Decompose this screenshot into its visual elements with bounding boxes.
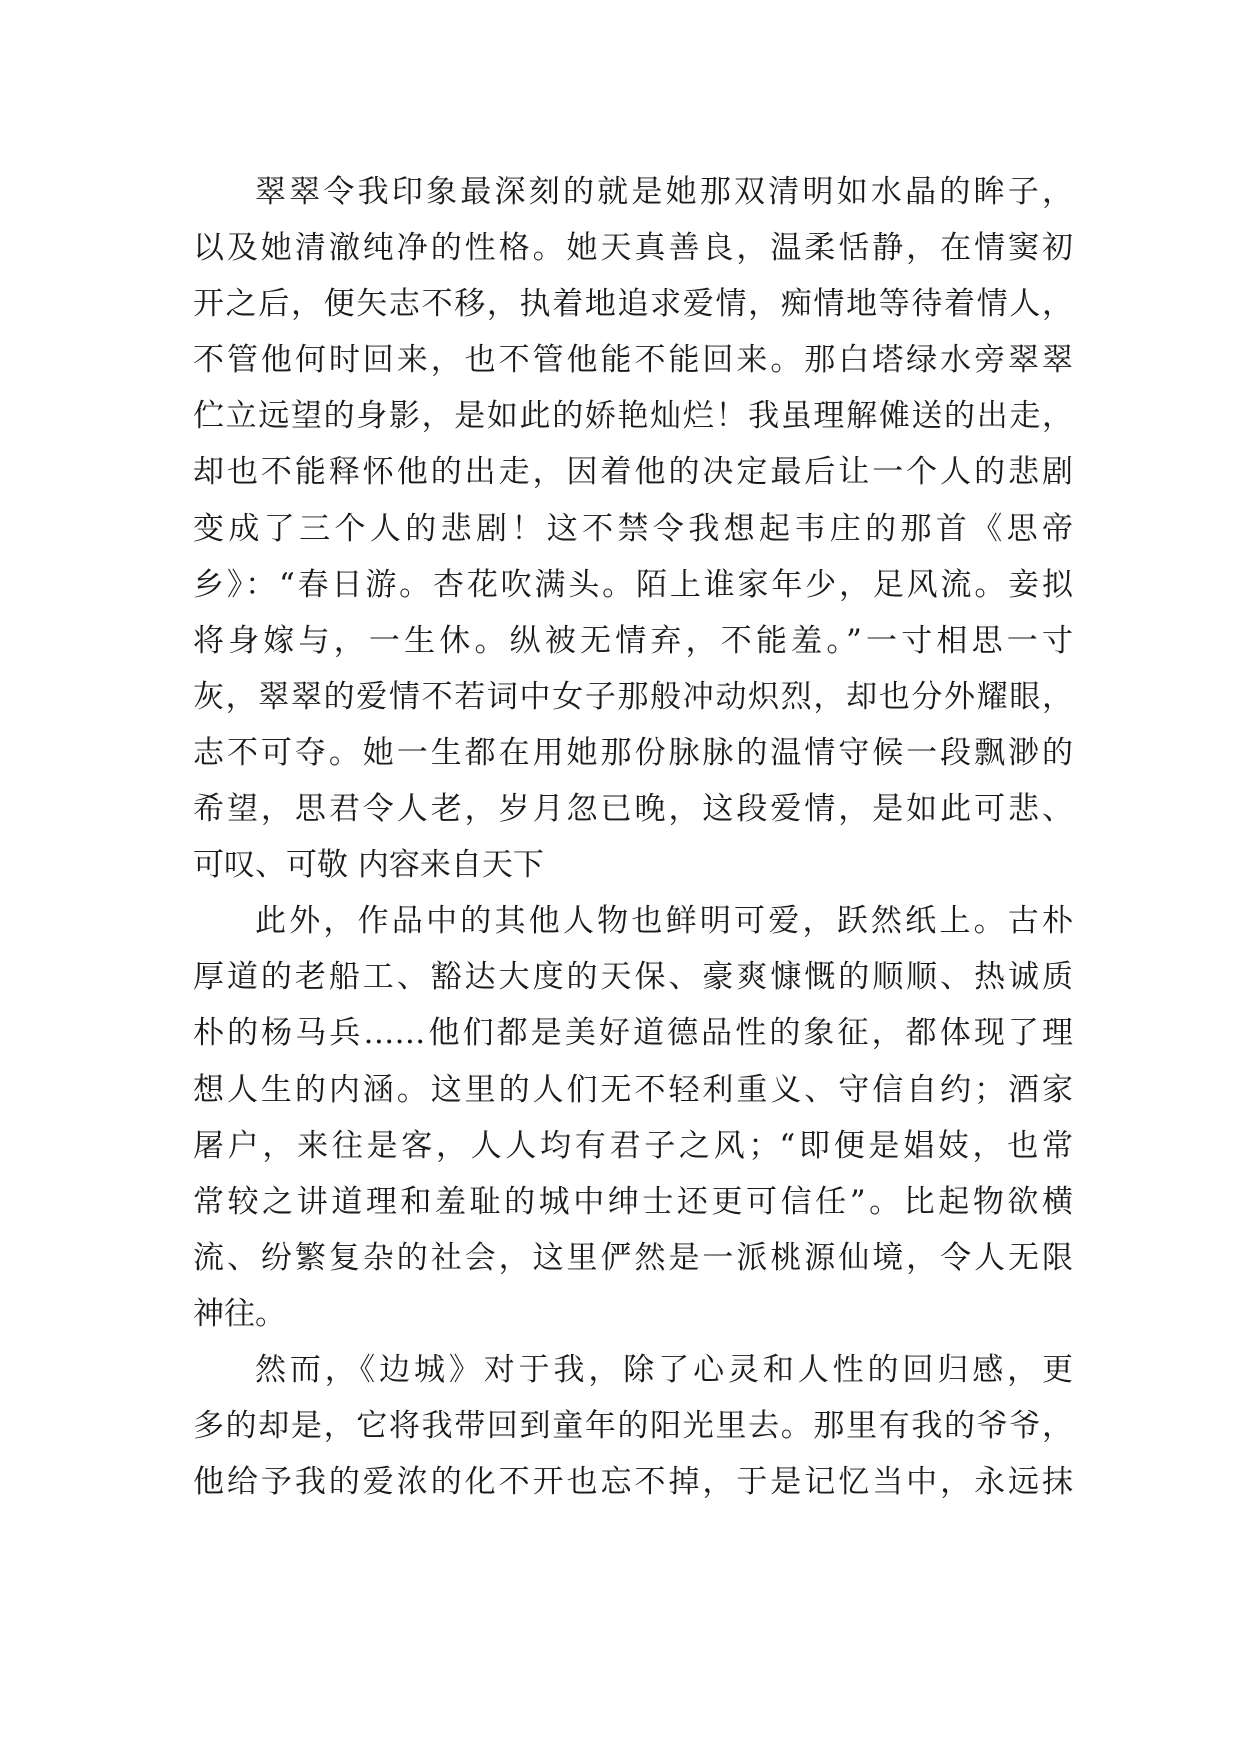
paragraph-other-characters: [193, 893, 1073, 1342]
text-line: 志不可夺。她一生都在用她那份脉脉的温情守候一段飘渺的: [193, 734, 1073, 771]
text-line: 流、纷繁复杂的社会，这里俨然是一派桃源仙境，令人无限: [193, 1239, 1073, 1276]
text-line: 厚道的老船工、豁达大度的天保、豪爽慷慨的顺顺、热诚质: [193, 959, 1073, 996]
text-line: 翠翠令我印象最深刻的就是她那双清明如水晶的眸子，: [255, 174, 1073, 210]
text-line: 却也不能释怀他的出走，因着他的决定最后让一个人的悲剧: [193, 454, 1073, 491]
text-line: 不管他何时回来，也不管他能不能回来。那白塔绿水旁翠翠: [193, 342, 1073, 379]
text-line: 以及她清澈纯净的性格。她天真善良，温柔恬静，在情窦初: [193, 230, 1073, 267]
text-line: 希望，思君令人老，岁月忽已晚，这段爱情，是如此可悲、: [193, 791, 1073, 828]
text-line: 伫立远望的身影，是如此的娇艳灿烂！我虽理解傩送的出走，: [193, 398, 1073, 435]
text-line: 常较之讲道理和羞耻的城中绅士还更可信任”。比起物欲横: [193, 1183, 1073, 1220]
text-line: 想人生的内涵。这里的人们无不轻利重义、守信自约；酒家: [193, 1071, 1073, 1108]
text-line: 朴的杨马兵……他们都是美好道德品性的象征，都体现了理: [193, 1015, 1073, 1052]
text-line: 变成了三个人的悲剧！这不禁令我想起韦庄的那首《思帝: [193, 510, 1073, 547]
text-line: 他给予我的爱浓的化不开也忘不掉，于是记忆当中，永远抹: [193, 1464, 1073, 1501]
text-line: 灰，翠翠的爱情不若词中女子那般冲动炽烈，却也分外耀眼，: [193, 678, 1073, 715]
text-line: 然而，《边城》对于我，除了心灵和人性的回归感，更: [255, 1351, 1073, 1388]
document-body: [193, 164, 1073, 1510]
text-line: 开之后，便矢志不移，执着地追求爱情，痴情地等待着情人，: [193, 286, 1073, 323]
text-line: 神往。: [193, 1295, 286, 1332]
paragraph-cuicui: [193, 164, 1073, 893]
text-line: 乡》：“春日游。杏花吹满头。陌上谁家年少，足风流。妾拟: [193, 566, 1073, 603]
text-line: 屠户，来往是客，人人均有君子之风；“即便是娼妓，也常: [193, 1127, 1073, 1164]
text-line: 多的却是，它将我带回到童年的阳光里去。那里有我的爷爷，: [193, 1408, 1073, 1445]
text-line: 此外，作品中的其他人物也鲜明可爱，跃然纸上。古朴: [255, 903, 1073, 940]
paragraph-childhood: [193, 1342, 1073, 1510]
text-line: 将身嫁与，一生休。纵被无情弃，不能羞。”一寸相思一寸: [193, 622, 1073, 659]
text-line: 可叹、可敬 内容来自天下: [193, 847, 544, 884]
